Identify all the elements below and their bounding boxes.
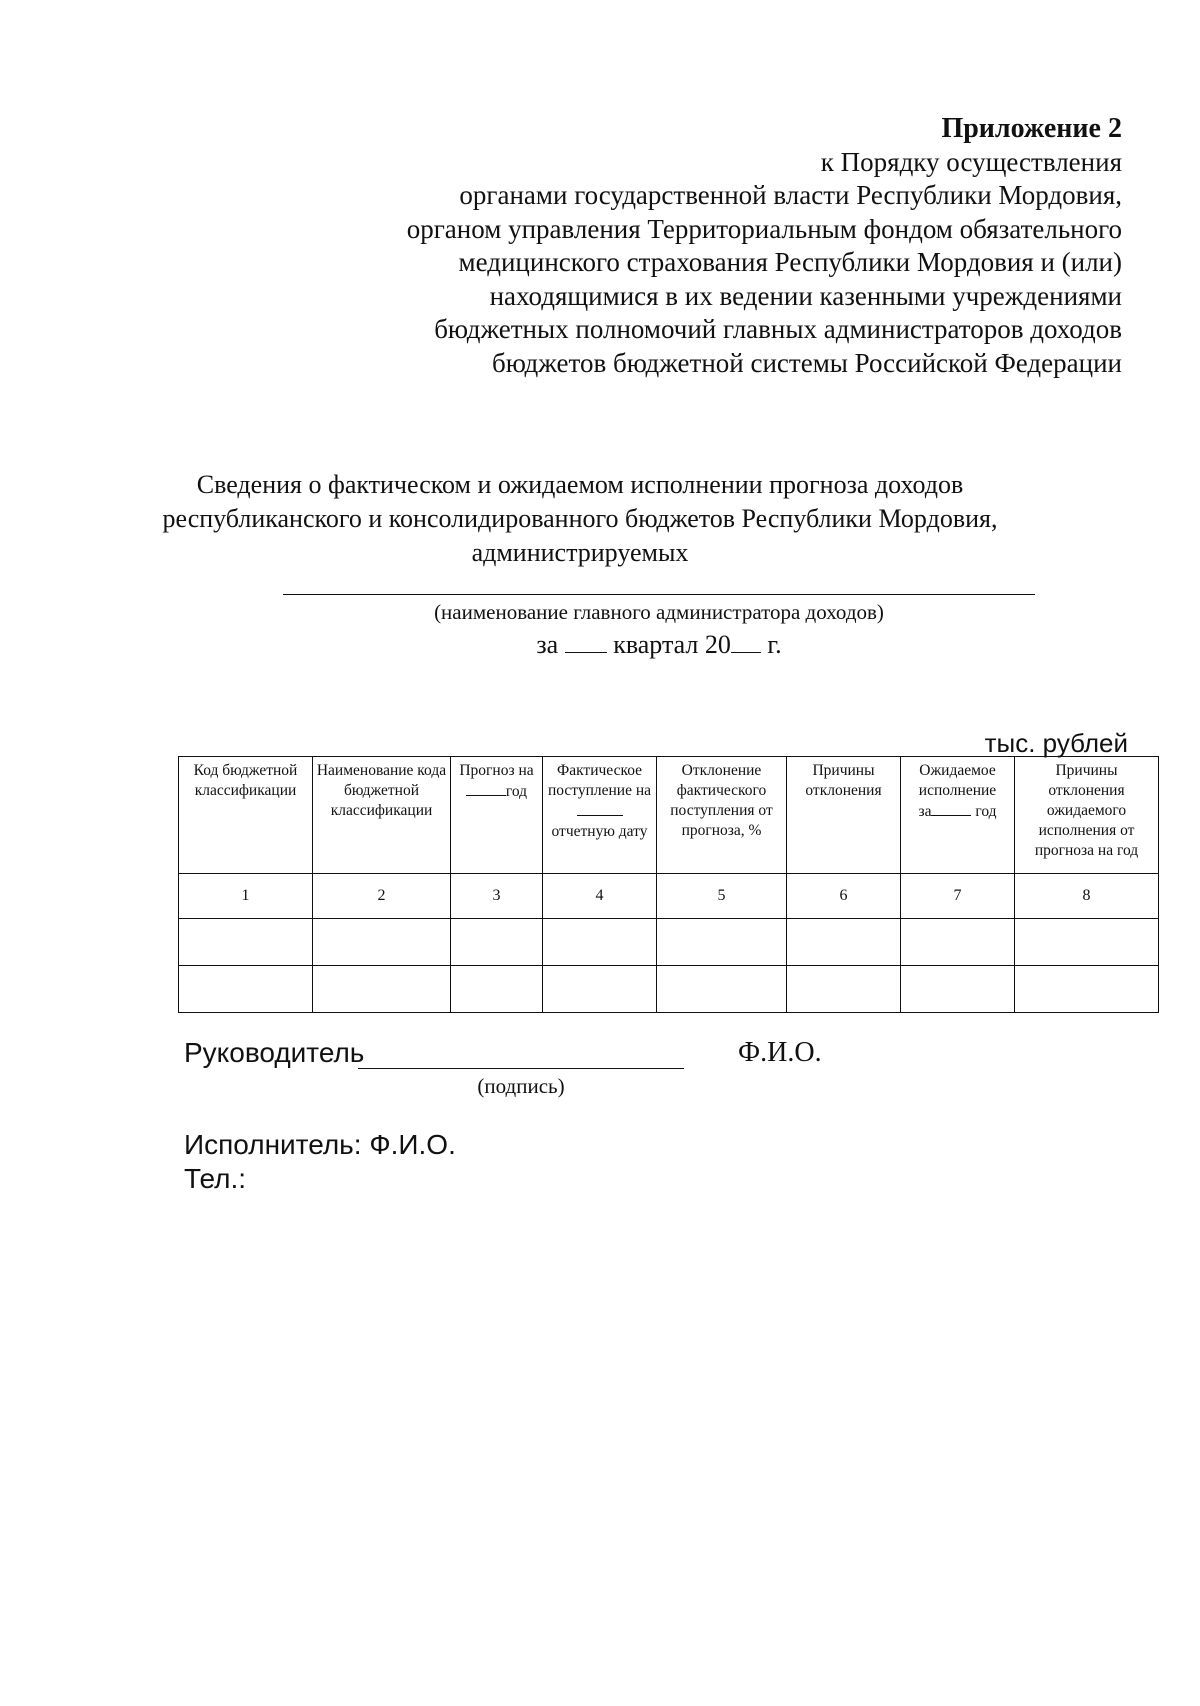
appendix-line: органом управления Территориальным фондом обязательного — [406, 213, 1122, 244]
period-mid: квартал 20 — [613, 630, 731, 659]
appendix-line: находящимися в их ведении казенными учреждениями — [489, 280, 1122, 311]
header-text: год — [505, 783, 528, 800]
quarter-blank — [565, 630, 607, 653]
table-cell — [313, 966, 451, 1013]
appendix-block — [302, 112, 1122, 380]
column-number: 3 — [451, 874, 543, 919]
table-row — [179, 919, 1159, 966]
table-cell — [1015, 966, 1159, 1013]
phone-label: Тел.: — [184, 1163, 247, 1194]
heading-line: республиканского и консолидированного бюджетов Республики Мордовия, — [162, 504, 998, 533]
header-cell: Отклонение фактического поступления от прогноза, % — [657, 757, 787, 874]
blank-line — [931, 801, 971, 816]
appendix-line: медицинского страхования Республики Мордовия и (или) — [458, 247, 1122, 277]
table-cell — [1015, 919, 1159, 966]
document-heading — [150, 468, 1010, 570]
period-suffix: г. — [767, 630, 782, 659]
head-label: Руководитель — [184, 1037, 365, 1068]
header-cell — [451, 757, 543, 874]
table-cell — [543, 966, 657, 1013]
blank-line — [577, 801, 623, 816]
blank-line — [466, 781, 506, 796]
table-cell — [451, 919, 543, 966]
header-text: за — [918, 803, 932, 820]
column-number: 2 — [313, 874, 451, 919]
column-number: 6 — [787, 874, 901, 919]
appendix-line: бюджетов бюджетной системы Российской Федерации — [491, 347, 1122, 378]
column-number: 7 — [901, 874, 1015, 919]
administrator-name-caption: (наименование главного администратора доходов) — [434, 600, 884, 624]
period-prefix: за — [536, 630, 559, 659]
column-number: 8 — [1015, 874, 1159, 919]
report-period — [283, 628, 1035, 662]
executor-label: Исполнитель: Ф.И.О. — [184, 1129, 456, 1160]
table-cell — [787, 966, 901, 1013]
signature-line — [358, 1068, 684, 1069]
table-cell — [901, 919, 1015, 966]
table-cell — [901, 966, 1015, 1013]
header-text: Прогноз на — [459, 762, 534, 779]
header-cell: Код бюджетной классификации — [179, 757, 313, 874]
table-cell — [179, 919, 313, 966]
header-cell — [543, 757, 657, 874]
table-cell — [787, 919, 901, 966]
report-table — [178, 756, 1159, 1013]
table-cell — [543, 919, 657, 966]
appendix-line: к Порядку осуществления — [820, 146, 1122, 177]
appendix-line: бюджетных полномочий главных администраторов доходов — [434, 314, 1122, 344]
table-cell — [179, 966, 313, 1013]
heading-line: администрируемых — [471, 538, 689, 567]
administrator-name-line — [283, 594, 1035, 595]
header-cell: Наименование кода бюджетной классификации — [313, 757, 451, 874]
column-number: 5 — [657, 874, 787, 919]
header-cell — [901, 757, 1015, 874]
table-cell — [657, 966, 787, 1013]
header-cell: Причины отклонения — [787, 757, 901, 874]
table-row — [179, 966, 1159, 1013]
header-text: Ожидаемое исполнение — [918, 762, 997, 799]
signature-caption: (подпись) — [477, 1074, 565, 1098]
header-text: отчетную дату — [551, 823, 648, 840]
head-fio: Ф.И.О. — [738, 1037, 822, 1068]
appendix-line: органами государственной власти Республики Мордовия, — [459, 180, 1122, 210]
appendix-title: Приложение 2 — [941, 113, 1122, 144]
table-header-row — [179, 757, 1159, 874]
column-number-row — [179, 874, 1159, 919]
column-number: 4 — [543, 874, 657, 919]
table-cell — [313, 919, 451, 966]
units-label: тыс. рублей — [984, 728, 1128, 758]
year-blank — [731, 630, 761, 653]
header-text: Фактическое поступление на — [547, 762, 652, 799]
column-number: 1 — [179, 874, 313, 919]
header-cell: Причины отклонения ожидаемого исполнения от прогноза на год — [1015, 757, 1159, 874]
heading-line: Сведения о фактическом и ожидаемом исполнении прогноза доходов — [196, 470, 964, 499]
table-cell — [657, 919, 787, 966]
table-cell — [451, 966, 543, 1013]
header-text: год — [975, 803, 997, 820]
